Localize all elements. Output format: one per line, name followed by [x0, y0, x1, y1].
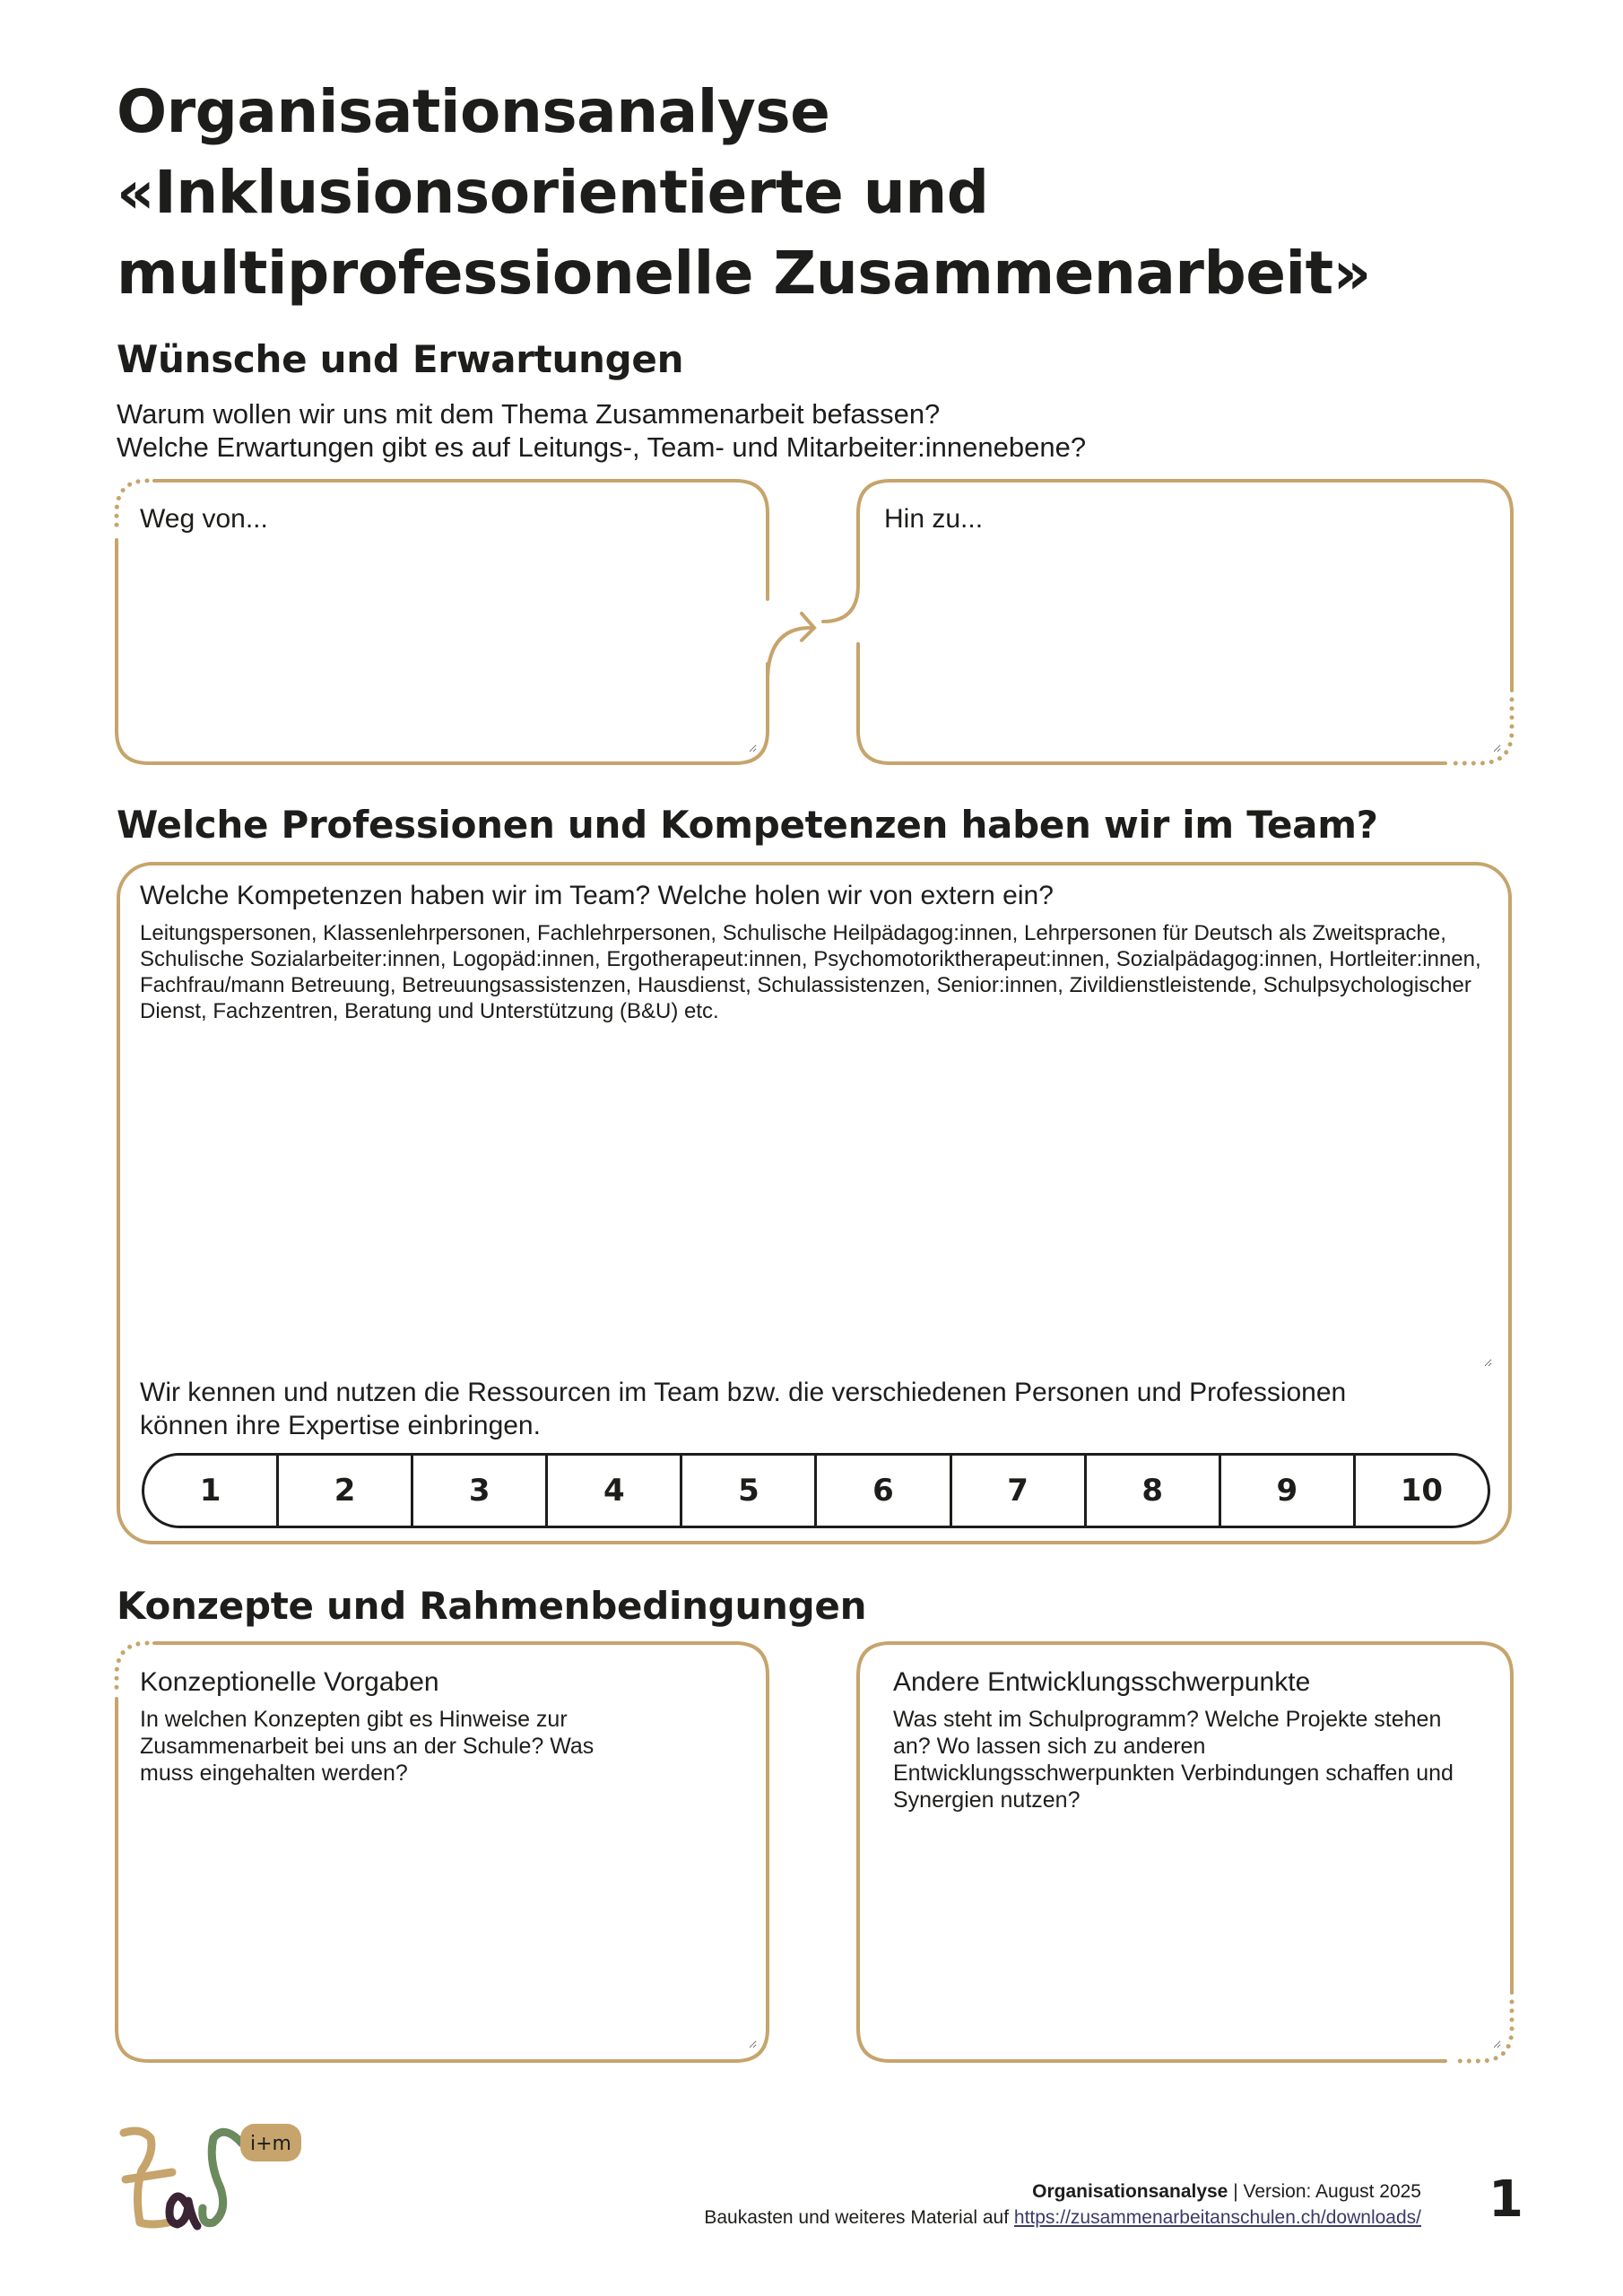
rating-option-8[interactable]: 8 [1084, 1456, 1219, 1526]
professions-heading: Welche Professionen und Kompetenzen haben wir im Team? [117, 803, 1378, 847]
document-title [117, 72, 1515, 314]
logo-graphic [115, 2108, 303, 2233]
rating-option-3[interactable]: 3 [411, 1456, 545, 1526]
professions-examples: Leitungspersonen, Klassenlehrpersonen, Fachlehrpersonen, Schulische Heilpädagog:innen, Lehrpersonen für Deutsch als Zweitsprache, Schulische Sozialarbeiter:innen, Logopäd:innen, Ergotherapeut:innen, Psychomotoriktherapeut:innen, Sozialpädagog:innen, Hortleiter:innen, Fachfrau/mann Betreuung, Betreuungsassistenzen, Hausdienst, Schulassistenzen, Senior:innen, Zivildienstleistende, Schulpsychologischer Dienst, Fachzentren, Beratung und Unterstützung (B&U) etc. [140, 921, 1481, 1023]
away-from-input[interactable] [135, 547, 757, 752]
toward-label: Hin zu... [884, 504, 984, 534]
wishes-heading: Wünsche und Erwartungen [117, 337, 684, 381]
concepts-left-input[interactable] [135, 1803, 757, 2048]
footer-material-line [704, 2207, 1421, 2229]
wishes-intro-line-2: Welche Erwartungen gibt es auf Leitungs-, Team- und Mitarbeiter:innenebene? [117, 431, 1087, 463]
concepts-heading: Konzepte und Rahmenbedingungen [117, 1584, 867, 1628]
footer-separator: | [1228, 2181, 1244, 2202]
concepts-right-hint: Was steht im Schulprogramm? Welche Projekte stehen an? Wo lassen sich zu anderen Entwicklungsschwerpunkten Verbindungen schaffen und Synergien nutzen? [893, 1707, 1454, 1813]
concepts-right-input[interactable] [888, 1848, 1501, 2048]
logo-badge-text: i+m [250, 2133, 291, 2155]
resources-statement: Wir kennen und nutzen die Ressourcen im Team bzw. die verschiedenen Personen und Professionen können ihre Expertise einbringen. [140, 1378, 1347, 1440]
rating-option-2[interactable]: 2 [276, 1456, 411, 1526]
footer-doc-name: Organisationsanalyse [1032, 2181, 1228, 2202]
title-line-3: multiprofessionelle Zusammenarbeit» [117, 239, 1371, 308]
professions-input[interactable] [135, 1031, 1492, 1367]
logo [115, 2108, 303, 2233]
rating-option-6[interactable]: 6 [814, 1456, 949, 1526]
rating-option-1[interactable]: 1 [199, 1473, 221, 1509]
wishes-intro [117, 397, 1086, 464]
footer-download-link[interactable]: https://zusammenarbeitanschulen.ch/downloads/ [1013, 2207, 1421, 2228]
away-from-label: Weg von... [140, 504, 268, 534]
concepts-left-title: Konzeptionelle Vorgaben [140, 1667, 439, 1697]
curved-arrow-right-icon [768, 585, 858, 682]
concepts-left-hint: In welchen Konzepten gibt es Hinweise zur Zusammenarbeit bei uns an der Schule? Was muss eingehalten werden? [140, 1707, 595, 1786]
title-line-2: «Inklusionsorientierte und [117, 158, 989, 227]
page-number: 1 [1488, 2170, 1523, 2229]
toward-input[interactable] [879, 547, 1501, 752]
professions-question: Welche Kompetenzen haben wir im Team? Welche holen wir von extern ein? [140, 881, 1054, 910]
rating-option-4[interactable]: 4 [545, 1456, 680, 1526]
title-line-1: Organisationsanalyse [117, 77, 830, 146]
rating-option-10[interactable]: 10 [1353, 1456, 1488, 1526]
rating-option-5[interactable]: 5 [680, 1456, 814, 1526]
rating-scale [142, 1453, 1490, 1528]
wishes-intro-line-1: Warum wollen wir uns mit dem Thema Zusammenarbeit befassen? [117, 398, 941, 430]
footer-material-prefix: Baukasten und weiteres Material auf [704, 2207, 1014, 2228]
concepts-right-title: Andere Entwicklungsschwerpunkte [893, 1667, 1311, 1697]
footer-version-line [1032, 2181, 1421, 2203]
footer-version: Version: August 2025 [1243, 2181, 1421, 2202]
rating-option-9[interactable]: 9 [1219, 1456, 1353, 1526]
rating-option-7[interactable]: 7 [950, 1456, 1084, 1526]
